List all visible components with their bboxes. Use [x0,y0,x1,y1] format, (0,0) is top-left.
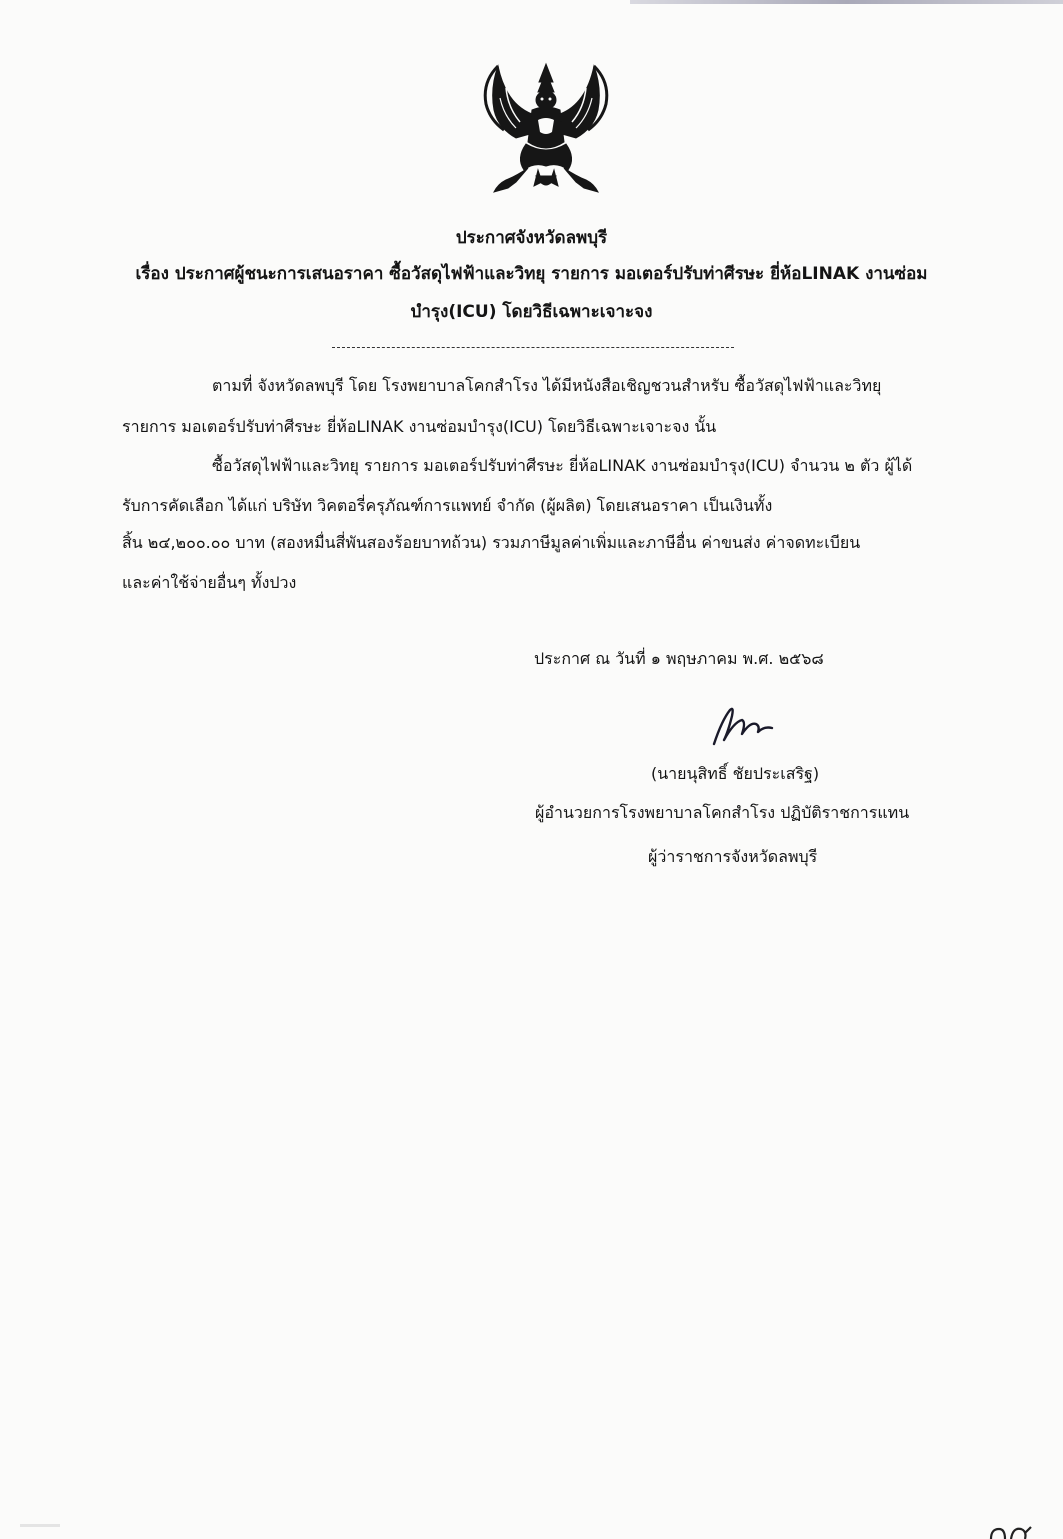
body-line-2: รายการ มอเตอร์ปรับท่าศีรษะ ยี่ห้อLINAK งานซ่อมบำรุง(ICU) โดยวิธีเฉพาะเจาะจง นั้น [122,417,717,436]
signer-role-1: ผู้อำนวยการโรงพยาบาลโคกสำโรง ปฏิบัติราชการแทน [535,803,910,822]
announcement-date: ประกาศ ณ วันที่ ๑ พฤษภาคม พ.ศ. ๒๕๖๘ [534,649,824,668]
body-line-5: สิ้น ๒๔,๒๐๐.๐๐ บาท (สองหมื่นสี่พันสองร้อยบาทถ้วน) รวมภาษีมูลค่าเพิ่มและภาษีอื่น ค่าขนส่ง ค่าจดทะเบียน [122,533,861,552]
signer-name: (นายนุสิทธิ์ ชัยประเสริฐ) [651,764,820,783]
garuda-emblem-icon [476,58,616,198]
scan-edge-strip [630,0,1063,4]
separator-line [332,347,734,348]
issuer-title: ประกาศจังหวัดลพบุรี [455,228,608,248]
subject-line-2: บำรุง(ICU) โดยวิธีเฉพาะเจาะจง [410,302,653,322]
body-line-1: ตามที่ จังหวัดลพบุรี โดย โรงพยาบาลโคกสำโรง ได้มีหนังสือเชิญชวนสำหรับ ซื้อวัสดุไฟฟ้าและวิทยุ [212,376,882,395]
handwritten-signature-icon [708,700,778,752]
signer-role-2: ผู้ว่าราชการจังหวัดลพบุรี [648,847,818,866]
body-line-6: และค่าใช้จ่ายอื่นๆ ทั้งปวง [122,573,297,592]
subject-line-1: เรื่อง ประกาศผู้ชนะการเสนอราคา ซื้อวัสดุไฟฟ้าและวิทยุ รายการ มอเตอร์ปรับท่าศีรษะ ยี่ห้อLINAK งานซ่อม [135,264,928,284]
page-mark-icon [985,1523,1035,1539]
body-line-4: รับการคัดเลือก ได้แก่ บริษัท วิคตอรี่ครุภัณฑ์การแพทย์ จำกัด (ผู้ผลิต) โดยเสนอราคา เป็นเงินทั้ง [122,496,773,515]
body-line-3: ซื้อวัสดุไฟฟ้าและวิทยุ รายการ มอเตอร์ปรับท่าศีรษะ ยี่ห้อLINAK งานซ่อมบำรุง(ICU) จำนวน ๒ ตัว ผู้ได้ [212,456,913,475]
scan-smudge [20,1524,60,1527]
